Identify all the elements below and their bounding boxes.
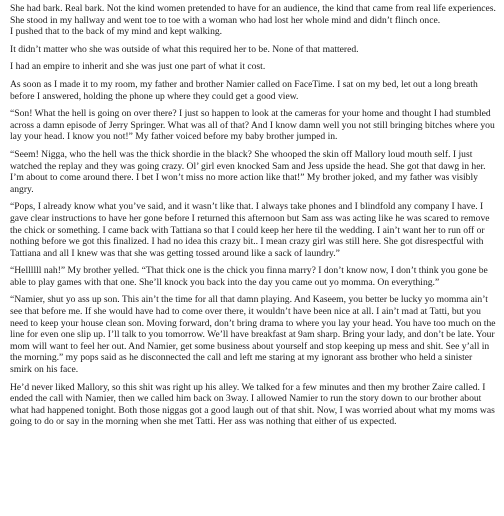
- paragraph-3: It didn’t matter who she was outside of what this required her to be. None of that mattered.: [10, 43, 359, 55]
- paragraph-1: She had bark. Real bark. Not the kind women pretended to have for an audience, the kind that came from real life experiences. She stood in my hallway and went toe to toe with a woman who had lost her whole mind and didn’t flinch once.: [10, 3, 496, 26]
- paragraph-6: “Son! What the hell is going on over there? I just so happen to look at the cameras for your home and thought I had stumbled across a damn episode of Jerry Springer. What was all of that? And I know damn well you not still bringing bitches where you lay your head. I know you not!” My father voiced before my baby brother jumped in.: [10, 108, 495, 143]
- paragraph-8: “Pops, I already know what you’ve said, and it wasn’t like that. I always take phones and I blindfold any company I have. I gave clear instructions to have her gone before I returned this afternoon but Sam ass was acting like he was scared to remove the chick or something. I came back with Tattiana so that I could keep her here til the wedding. I ain’t want her to run off or nothing before we got this finalized. I had no idea this crazy bit.. I mean crazy girl was still here. She got disrespectful with Tattiana and all I knew was that she was getting tossed around like a sack of laundry.”: [10, 201, 490, 259]
- paragraph-9: “Hellllll nah!” My brother yelled. “That thick one is the chick you finna marry? I don’t know now, I don’t think you gone be able to play games with that one. She’ll knock you back into the day you came out yo momma. On everything.”: [10, 265, 488, 288]
- document-page: [10, 3, 496, 434]
- paragraph-11: He’d never liked Mallory, so this shit was right up his alley. We talked for a few minutes and then my brother Zaire called. I ended the call with Namier, then we called him back on 3way. I allowed Namier to run the story down to our brother about what had happened tonight. Both those niggas got a good laugh out of that shit. Now, I was worried about what my moms was going to do or say in the morning when she met Tatti. Her ass was nothing that either of us expected.: [10, 381, 495, 428]
- paragraph-5: As soon as I made it to my room, my father and brother Namier called on FaceTime. I sat on my bed, let out a long breath before I answered, holding the phone up where they could get a good view.: [10, 78, 478, 102]
- paragraph-7: “Seem! Nigga, who the hell was the thick shordie in the black? She whooped the skin off Mallory loud mouth self. I just watched the replay and they was going crazy. Ol’ girl even knocked Sam and Jess upside the head. She got that dawg in her. I’m about to come around there. I bet I won’t miss no more action like that!” My brother joked, and my father was visibly angry.: [10, 148, 486, 195]
- paragraph-2: I pushed that to the back of my mind and kept walking.: [10, 26, 223, 38]
- paragraph-10: “Namier, shut yo ass up son. This ain’t the time for all that damn playing. And Kaseem, you better be lucky yo momma ain’t see that before me. If she would have had to come over there, it wouldn’t have been nice at all. I ain’t mad at Tatti, but you need to keep your house clean son. Moving forward, don’t bring drama to where you lay your head. You have too much on the line for even one slip up. I’ll talk to you tomorrow. We’ll have breakfast at 9am sharp. Bring your lady, and don’t be late. Your mom will want to feel her out. And Namier, get some business about yourself and stop keeping up mess and shit. See y’all in the morning.” my pops said as he disconnected the call and left me staring at my ignorant ass brother who held a sinister smirk on his face.: [10, 294, 496, 376]
- paragraph-4: I had an empire to inherit and she was just one part of what it cost.: [10, 61, 266, 73]
